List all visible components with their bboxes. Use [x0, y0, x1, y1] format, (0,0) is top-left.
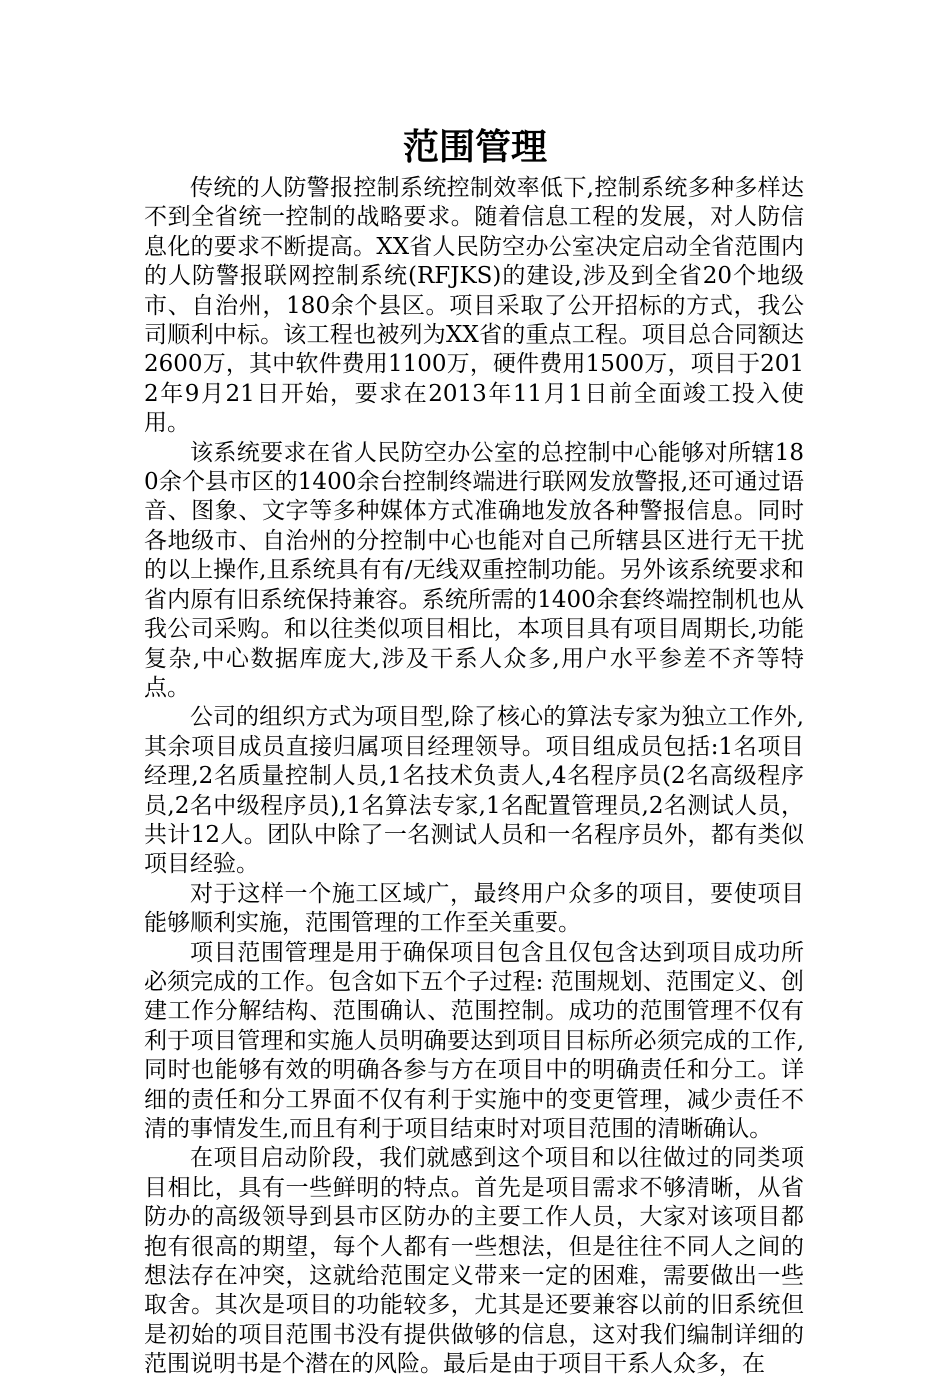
paragraph-1: 传统的人防警报控制系统控制效率低下,控制系统多种多样达不到全省统一控制的战略要求。随着信息工程的发展，对人防信息化的要求不断提高。XX省人民防空办公室决定启动全省范围内的人防警报联网控制系统(RFJKS)的建设,涉及到全省20个地级市、自治州，180余个县区。项目采取了公开招标的方式，我公司顺利中标。该工程也被列为XX省的重点工程。项目总合同额达2600万，其中软件费用1100万，硬件费用1500万，项目于2012年9月21日开始，要求在2013年11月1日前全面竣工投入使用。 [144, 175, 804, 437]
paragraph-6: 在项目启动阶段，我们就感到这个项目和以往做过的同类项目相比，具有一些鲜明的特点。首先是项目需求不够清晰，从省防办的高级领导到县市区防办的主要工作人员，大家对该项目都抱有很高的期望，每个人都有一些想法，但是往往不同人之间的想法存在冲突，这就给范围定义带来一定的困难，需要做出一些取舍。其次是项目的功能较多，尤其是还要兼容以前的旧系统但是初始的项目范围书没有提供做够的信息，这对我们编制详细的范围说明书是个潜在的风险。最后是由于项目干系人众多，在 [144, 1145, 804, 1378]
document-body [144, 174, 804, 1380]
paragraph-4: 对于这样一个施工区域广，最终用户众多的项目，要使项目能够顺利实施，范围管理的工作至关重要。 [144, 880, 804, 937]
paragraph-2: 该系统要求在省人民防空办公室的总控制中心能够对所辖180余个县市区的1400余台控制终端进行联网发放警报,还可通过语音、图象、文字等多种媒体方式准确地发放各种警报信息。同时各地级市、自治州的分控制中心也能对自己所辖县区进行无干扰的以上操作,且系统具有有/无线双重控制功能。另外该系统要求和省内原有旧系统保持兼容。系统所需的1400余套终端控制机也从我公司采购。和以往类似项目相比，本项目具有项目周期长,功能复杂,中心数据库庞大,涉及干系人众多,用户水平参差不齐等特点。 [144, 439, 804, 701]
document-title: 范围管理 [402, 127, 547, 168]
paragraph-5: 项目范围管理是用于确保项目包含且仅包含达到项目成功所必须完成的工作。包含如下五个子过程: 范围规划、范围定义、创建工作分解结构、范围确认、范围控制。成功的范围管理不仅有利于项目管理和实施人员明确要达到项目目标所必须完成的工作,同时也能够有效的明确各参与方在项目中的明确责任和分工。详细的责任和分工界面不仅有利于实施中的变更管理，减少责任不清的事情发生,而且有利于项目结束时对项目范围的清晰确认。 [144, 939, 804, 1142]
paragraph-3: 公司的组织方式为项目型,除了核心的算法专家为独立工作外,其余项目成员直接归属项目经理领导。项目组成员包括:1名项目经理,2名质量控制人员,1名技术负责人,4名程序员(2名高级程序员,2名中级程序员),1名算法专家,1名配置管理员,2名测试人员，共计12人。团队中除了一名测试人员和一名程序员外，都有类似项目经验。 [144, 704, 804, 878]
